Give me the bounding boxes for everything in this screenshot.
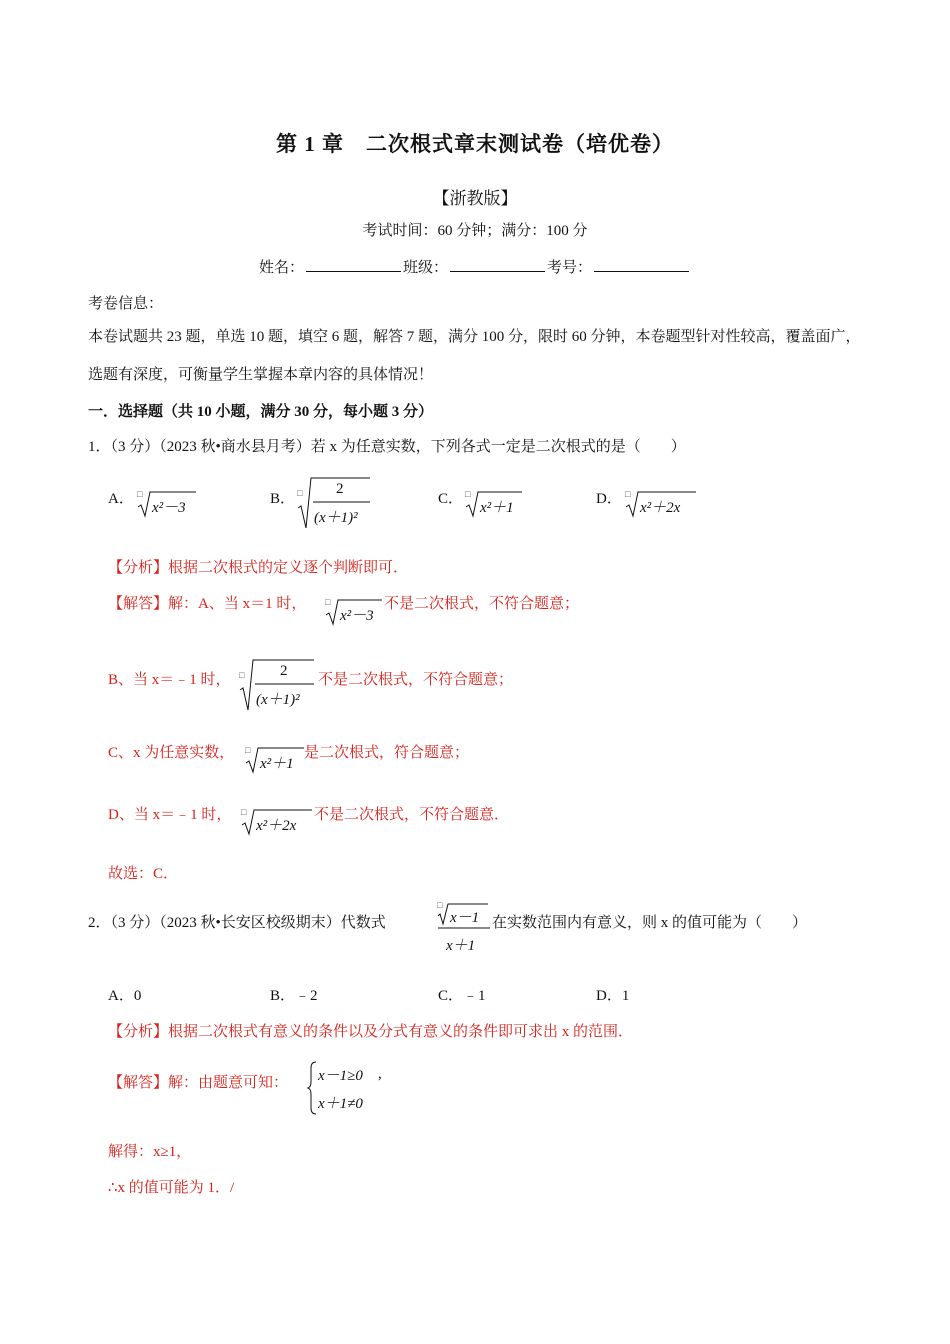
q1-option-a-label: A． [108, 491, 134, 507]
class-label: 班级： [402, 260, 448, 276]
q1-answer-b-pre: B、当 x＝﹣1 时， [108, 672, 231, 688]
q1-option-a-radical: □ x²－3 [136, 490, 198, 518]
q1-answer-d-post: 不是二次根式，不符合题意． [314, 807, 510, 823]
q1-option-c-label: C． [438, 491, 464, 507]
exam-info: 考试时间：60 分钟；满分：100 分 [362, 223, 588, 239]
q2-option-c: C．﹣1 [438, 988, 486, 1004]
q1-answer-a-post: 不是二次根式，不符合题意； [384, 596, 580, 612]
q2-condition-system: x－1≥0 , x＋1≠0 [308, 1060, 398, 1116]
q1-option-c-radical: □ x²＋1 [464, 490, 526, 518]
q1-option-d-label: D． [596, 491, 622, 507]
answer-tag: 【解答】 [108, 1075, 169, 1091]
q1-stem: 1．（3 分）（2023 秋•商水县月考）若 x 为任意实数，下列各式一定是二次根式的是（ ） [88, 439, 686, 455]
answer-tag: 【解答】 [108, 596, 169, 612]
q2-option-a: A．0 [108, 988, 142, 1004]
q1-answer-d-pre: D、当 x＝﹣1 时， [108, 807, 232, 823]
q1-option-b-radical: □ 2 (x＋1)² [296, 476, 376, 530]
q2-fraction: □ x－1 x＋1 [436, 902, 492, 960]
q2-option-b: B．﹣2 [270, 988, 318, 1004]
q1-option-b-label: B． [270, 491, 296, 507]
class-blank[interactable] [450, 257, 545, 272]
q2-analysis [108, 1020, 633, 1041]
analysis-text: 根据二次根式的定义逐个判断即可． [168, 560, 409, 576]
name-blank[interactable] [306, 257, 401, 272]
section-heading: 一．选择题（共 10 小题，满分 30 分，每小题 3 分） [88, 404, 434, 420]
q1-option-d-radical: □ x²＋2x [624, 490, 700, 518]
q1-answer-d-radical: □ x²＋2x [240, 808, 316, 836]
q2-solve: 解得：x≥1， [108, 1144, 192, 1160]
q1-analysis [108, 556, 408, 577]
info-label: 考卷信息： [88, 296, 164, 312]
edition-label: 【浙教版】 [432, 189, 518, 208]
analysis-tag: 【分析】 [108, 560, 169, 576]
q2-stem-pre: 2．（3 分）（2023 秋•长安区校级期末）代数式 [88, 915, 386, 931]
q1-answer-c-pre: C、x 为任意实数， [108, 745, 235, 761]
q1-answer-a-radical: □ x²－3 [324, 598, 384, 626]
q2-result: ∴x 的值可能为 1．/ [108, 1180, 235, 1196]
q2-option-d: D．1 [596, 988, 630, 1004]
analysis-text: 根据二次根式有意义的条件以及分式有意义的条件即可求出 x 的范围． [168, 1024, 634, 1040]
info-text: 本卷试题共 23 题，单选 10 题，填空 6 题，解答 7 题，满分 100 分，限时 60 分钟，本卷题型针对性较高，覆盖面广，选题有深度，可衡量学生掌握本章内容的具体情况！ [88, 329, 861, 383]
q2-answer [108, 1071, 288, 1092]
number-label: 考号： [547, 260, 593, 276]
q1-conclusion: 故选：C． [108, 866, 179, 882]
q1-answer-c-radical: □ x²＋1 [244, 746, 306, 774]
q1-answer-b-post: 不是二次根式，不符合题意； [318, 672, 514, 688]
page-title: 第 1 章 二次根式章末测试卷（培优卷） [276, 132, 674, 156]
number-blank[interactable] [594, 257, 689, 272]
analysis-tag: 【分析】 [108, 1024, 169, 1040]
answer-a-pre: 解：A、当 x＝1 时， [168, 596, 307, 612]
q1-answer-c-post: 是二次根式，符合题意； [304, 745, 470, 761]
q1-answer-a [108, 592, 306, 613]
name-label: 姓名： [258, 260, 304, 276]
student-info-line [0, 256, 950, 277]
answer-pre: 解：由题意可知： [168, 1075, 289, 1091]
q1-answer-b-radical: □ 2 (x＋1)² [238, 658, 318, 712]
q2-stem-post: 在实数范围内有意义，则 x 的值可能为（ ） [492, 915, 808, 931]
